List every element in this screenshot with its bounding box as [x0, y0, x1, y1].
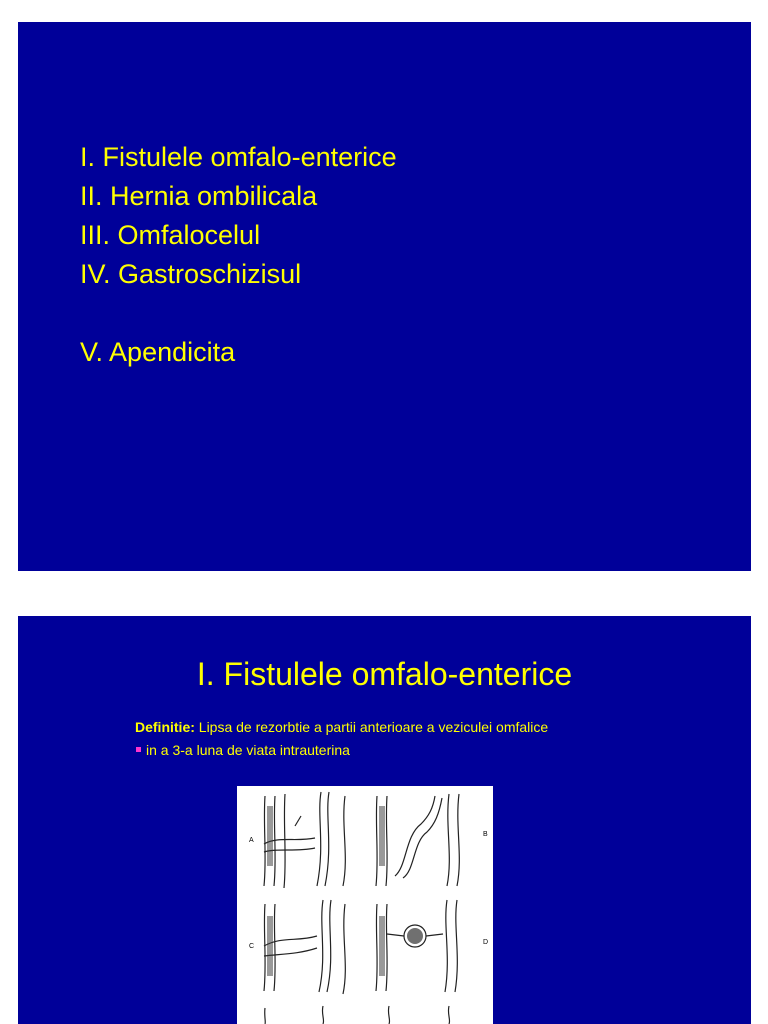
definition-label: Definitie: [135, 719, 195, 735]
slide-title: I. Fistulele omfalo-enterice [196, 656, 573, 692]
figure-label-c: C [249, 943, 255, 950]
square-bullet-icon [136, 747, 141, 752]
agenda-item: I. Fistulele omfalo-enterice [80, 142, 397, 172]
bullet-text: in a 3-a luna de viata intrauterina [146, 742, 350, 758]
slide-1 [18, 22, 751, 571]
anatomy-figure [237, 786, 493, 1024]
definition-text: Lipsa de rezorbtie a partii anterioare a veziculei omfalice [194, 719, 549, 735]
anatomy-drawing [237, 786, 493, 1024]
agenda-item: III. Omfalocelul [80, 220, 261, 250]
bullet-item [135, 740, 350, 760]
agenda-item: II. Hernia ombilicala [80, 181, 318, 211]
definition [135, 717, 548, 737]
figure-label-a: A [249, 837, 254, 844]
agenda-item: IV. Gastroschizisul [80, 259, 302, 289]
figure-label-b: B [483, 831, 488, 838]
agenda-list [80, 138, 397, 372]
agenda-item: V. Apendicita [80, 337, 236, 367]
figure-label-d: D [483, 939, 489, 946]
slide-2 [18, 616, 751, 1024]
